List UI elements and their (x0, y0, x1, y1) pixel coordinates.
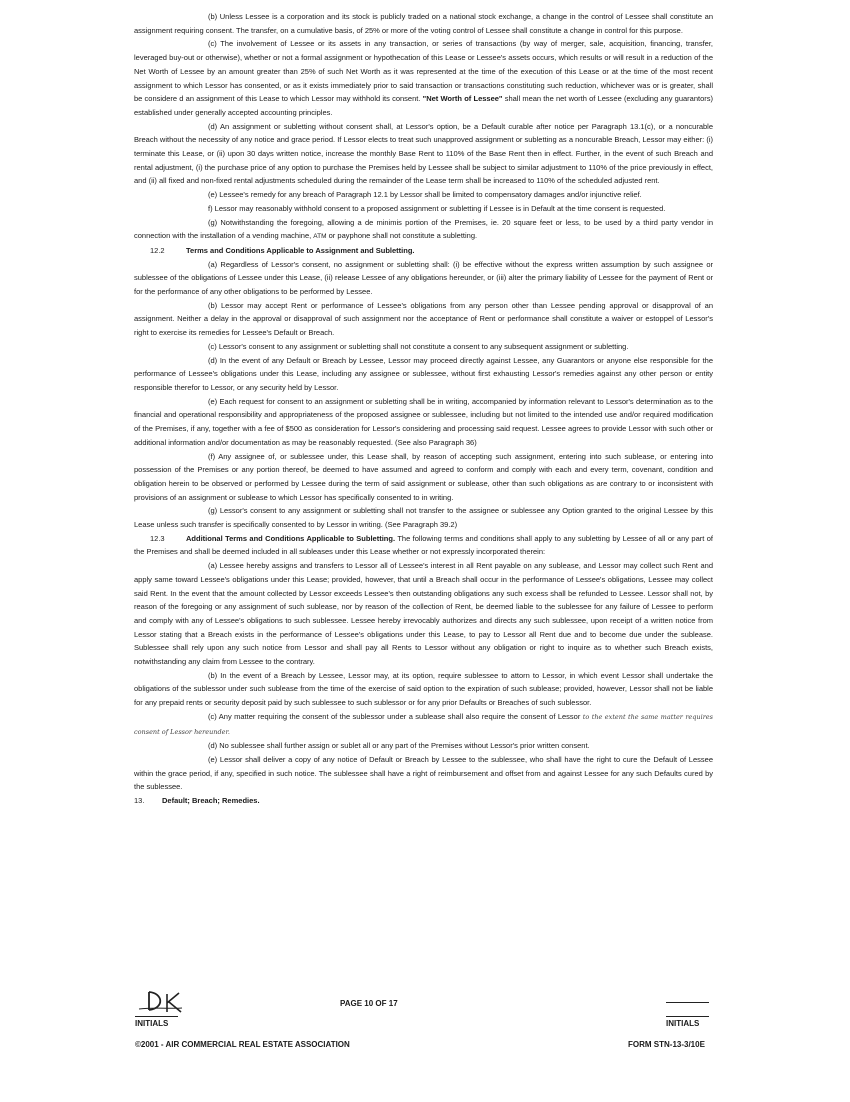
paragraph-12-3-a: (a) Lessee hereby assigns and transfers to Lessor all of Lessee's interest in all Rent payable on any sublease, and Lessor may collect such Rent and apply same toward Lessee's obligations under this Lease; provided, however, that until a Breach shall occur in the performance of Lessee's obligations, Lessee may collect said Rent. In the event that the amount collected by Lessor exceeds Lessee's then outstanding obligations any such excess shall be refunded to Lessee. Lessor shall not, by reason of the foregoing or any assignment of such sublease, nor by reason of the collection of Rent, be deemed liable to the sublessee for any failure of Lessee to perform and comply with any of Lessee's obligations to such sublessee. Lessee hereby irrevocably authorizes and directs any such sublessee, upon receipt of a written notice from Lessor stating that a Breach exists in the performance of Lessee's obligations under this Lease, to pay to Lessor all Rent due and to become due under the sublease. Sublessee shall rely upon any such notice from Lessor and shall pay all Rents to Lessor without any obligation or right to inquire as to whether such Breach exists, notwithstanding any claim from Lessee to the contrary. (134, 561, 713, 667)
paragraph-12-3-c: (c) Any matter requiring the consent of the sublessor under a sublease shall also require the consent of Lessor to the extent the same matter requires consent of Lessor hereunder. (134, 711, 713, 736)
paragraph-12-2-a: (a) Regardless of Lessor's consent, no assignment or subletting shall: (i) be effective without the express written assumption by such assignee or sublessee of the obligations of Lessee under this Lease, (ii) release Lessee of any obligations hereunder, or (iii) alter the primary liability of Lessee for the payment of Rent or for the performance of any other obligations to be performed by Lessee. (134, 259, 713, 297)
paragraph-12-1-e: (e) Lessee's remedy for any breach of Paragraph 12.1 by Lessor shall be limited to compensatory damages and/or injunctive relief. (208, 190, 642, 200)
paragraph-12-2-g: (g) Lessor's consent to any assignment or subletting shall not transfer to the assignee or sublessee any Option granted to the original Lessee by this Lease unless such transfer is specifically consented to by Lessor in writing. (See Paragraph 39.2) (134, 506, 713, 530)
section-13-heading: 13. Default; Breach; Remedies. (134, 796, 260, 806)
paragraph-12-2-f: (f) Any assignee of, or sublessee under, this Lease shall, by reason of accepting such assignment, entering into such sublease, or entering into possession of the Premises or any portion thereof, be deemed to have assumed and agreed to conform and comply with each and every term, covenant, condition and obligation herein to be observed or performed by Lessee during the term of said assignment or sublease, other than such obligations as are contrary to or inconsistent with provisions of an assignment or sublease to which Lessor has specifically consented to in writing. (134, 451, 713, 502)
paragraph-12-1-d: (d) An assignment or subletting without consent shall, at Lessor's option, be a Default curable after notice per Paragraph 13.1(c), or a noncurable Breach without the necessity of any notice and grace period. If Lessor elects to treat such unapproved assignment or subletting as a noncurable Breach, Lessor may either: (i) terminate this Lease, or (ii) upon 30 days written notice, increase the monthly Base Rent to 110% of the Base Rent then in effect. Further, in the event of such Breach and rental adjustment, (i) the purchase price of any option to purchase the Premises held by Lessee shall be subject to similar adjustment to 110% of the price previously in effect, and (ii) all fixed and non-fixed rental adjustments scheduled during the remainder of the Lease term shall be increased to 110% of the scheduled adjusted rent. (134, 121, 713, 186)
paragraph-12-1-g: (g) Notwithstanding the foregoing, allowing a de minimis portion of the Premises, ie. 20 square feet or less, to be used by a third party vendor in connection with the installation of a vending machine, ATM or payphone shall not constitute a subletting. (134, 217, 713, 241)
form-number: FORM STN-13-3/10E (628, 1040, 705, 1049)
paragraph-12-2-d: (d) In the event of any Default or Breach by Lessee, Lessor may proceed directly against Lessee, any Guarantors or anyone else responsible for the performance of Lessee's obligations under this Lease, including any assignee or sublessee, without first exhausting Lessor's remedies against any other person or entity responsible therefor to Lessor, or any security held by Lessor. (134, 355, 713, 392)
paragraph-12-2-c: (c) Lessor's consent to any assignment or subletting shall not constitute a consent to any subsequent assignment or subletting. (208, 341, 629, 351)
page-number: PAGE 10 OF 17 (340, 999, 398, 1008)
paragraph-12-3-e: (e) Lessor shall deliver a copy of any notice of Default or Breach by Lessee to the sublessee, who shall have the right to cure the Default of Lessee within the grace period, if any, specified in such notice. The sublessee shall have a right of reimbursement and offset from and against Lessee for any such Defaults cured by the sublessee. (134, 754, 713, 792)
paragraph-12-2-b: (b) Lessor may accept Rent or performance of Lessee's obligations from any person other than Lessee pending approval or disapproval of an assignment. Neither a delay in the approval or disapproval of such assignment nor the acceptance of Rent or performance shall constitute a waiver or estoppel of Lessor's right to exercise its remedies for Lessee's Default or Breach. (134, 300, 713, 338)
initials-left-line (135, 1016, 178, 1017)
initials-right-box-top (666, 1002, 709, 1003)
paragraph-12-1-c: (c) The involvement of Lessee or its assets in any transaction, or series of transactions (by way of merger, sale, acquisition, financing, transfer, leveraged buy-out or otherwise), whether or not a formal assignment or hypothecation of this Lease or Lessee's assets occurs, which results or will result in a reduction of the Net Worth of Lessee by an amount greater than 25% of such Net Worth as it was represented at the time of the execution of this Lease or at the time of the most recent assignment to which Lessor has consented, or as it exists immediately prior to said transaction or transactions constituting such reduction, whichever was or is greater, shall be considere d an assignment of this Lease to which Lessor may withhold its consent. "Net Worth of Lessee" shall mean the net worth of Lessee (excluding any guarantors) established under generally accepted accounting principles. (134, 39, 714, 117)
handwritten-initials-signature (135, 988, 183, 1014)
handwritten-insertion: to the extent the same matter requires consent of Lessor hereunder. (134, 712, 713, 736)
lease-body-text (134, 10, 713, 808)
initials-left-label: INITIALS (135, 1019, 169, 1028)
initials-right-line (666, 1016, 709, 1017)
paragraph-12-3-b: (b) In the event of a Breach by Lessee, Lessor may, at its option, require sublessee to attorn to Lessor, in which event Lessor shall undertake the obligations of the sublessor under such sublease from the time of the exercise of said option to the expiration of such sublease; provided, however, Lessor shall not be liable for any prepaid rents or security deposit paid by such sublessee to such sublessor or for any prior Defaults or Breaches of such sublessor. (134, 670, 713, 708)
paragraph-12-1-f: f) Lessor may reasonably withhold consent to a proposed assignment or subletting if Lessee is in Default at the time consent is requested. (208, 203, 666, 213)
initials-right-label: INITIALS (666, 1019, 700, 1028)
section-12-3-heading: 12.3 Additional Terms and Conditions Applicable to Subletting. The following terms and conditions shall apply to any subletting by Lessee of all or any part of the Premises and shall be deemed included in all subleases under this Lease whether or not expressly incorporated therein: (134, 533, 713, 557)
copyright-notice: ©2001 - AIR COMMERCIAL REAL ESTATE ASSOCIATION (135, 1040, 350, 1049)
net-worth-term: "Net Worth of Lessee" (422, 94, 503, 104)
paragraph-12-3-d: (d) No sublessee shall further assign or sublet all or any part of the Premises without Lessor's prior written consent. (208, 741, 590, 751)
paragraph-12-2-e: (e) Each request for consent to an assignment or subletting shall be in writing, accompanied by information relevant to Lessor's determination as to the financial and operational responsibility and appropriateness of the proposed assignee or sublessee, including but not limited to the intended use and/or required modification of the Premises, if any, together with a fee of $500 as consideration for Lessor's considering and processing said request. Lessee agrees to provide Lessor with such other or additional information and/or documentation as may be reasonably requested. (See also Paragraph 36) (134, 396, 713, 447)
paragraph-12-1-b: (b) Unless Lessee is a corporation and its stock is publicly traded on a national stock exchange, a change in the control of Lessee shall constitute an assignment requiring consent. The transfer, on a cumulative basis, of 25% or more of the voting control of Lessee shall constitute a change in control for this purpose. (134, 12, 713, 35)
section-12-2-heading: 12.2 Terms and Conditions Applicable to Assignment and Subletting. (150, 245, 415, 255)
